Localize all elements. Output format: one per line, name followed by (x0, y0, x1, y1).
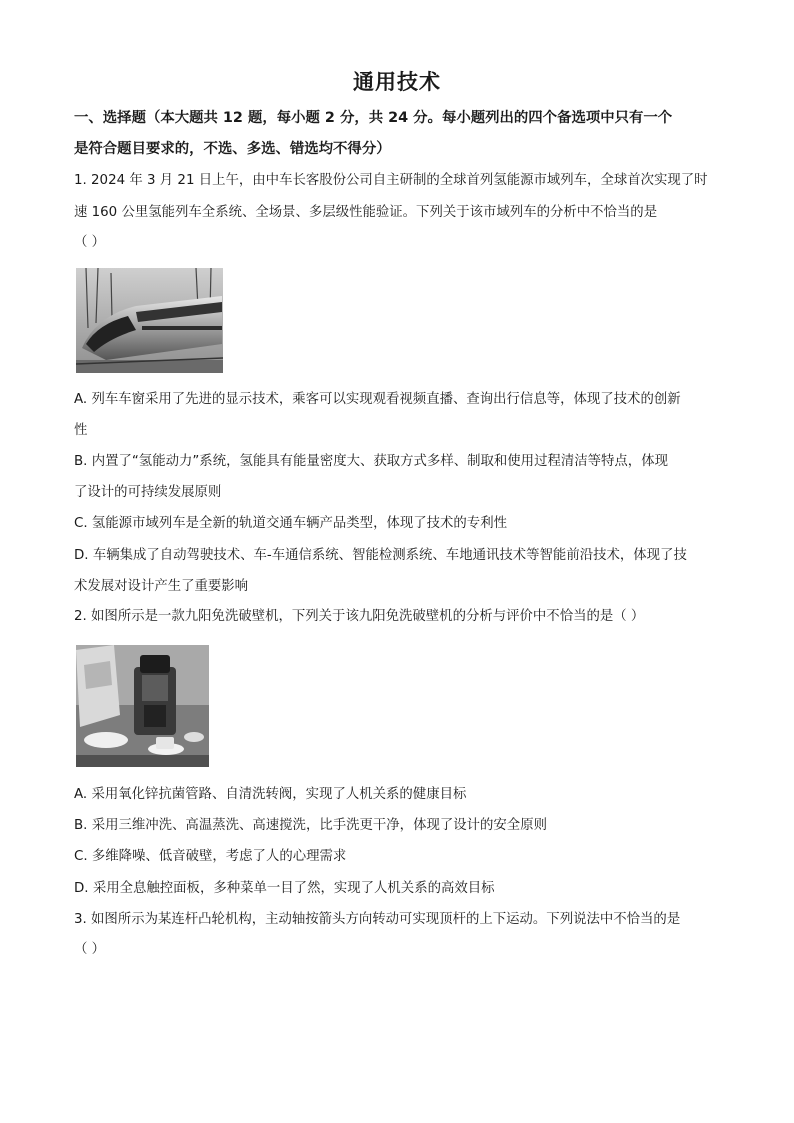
q2-option-d: D. 采用全息触控面板，多种菜单一目了然，实现了人机关系的高效目标 (74, 881, 495, 896)
q1-option-a-line1: A. 列车车窗采用了先进的显示技术，乘客可以实现观看视频直播、查询出行信息等，体现了技术的创新 (74, 392, 681, 407)
blender-photo (76, 645, 209, 767)
q1-option-d-line1: D. 车辆集成了自动驾驶技术、车-车通信系统、智能检测系统、车地通讯技术等智能前沿技术，体现了技 (74, 548, 687, 563)
page-title: 通用技术 (353, 70, 441, 94)
q1-option-a-line2: 性 (74, 423, 88, 438)
q3-stem-line1: 3. 如图所示为某连杆凸轮机构，主动轴按箭头方向转动可实现顶杆的上下运动。下列说法中不恰当的是 (74, 912, 681, 927)
q2-stem: 2. 如图所示是一款九阳免洗破壁机，下列关于该九阳免洗破壁机的分析与评价中不恰当的是（ ） (74, 609, 645, 624)
q1-stem-line1: 1. 2024 年 3 月 21 日上午，由中车长客股份公司自主研制的全球首列氢能源市域列车，全球首次实现了时 (74, 173, 708, 188)
section-heading-line1: 一、选择题（本大题共 12 题，每小题 2 分，共 24 分。每小题列出的四个备选项中只有一个 (74, 110, 673, 126)
q1-option-c: C. 氢能源市域列车是全新的轨道交通车辆产品类型，体现了技术的专利性 (74, 516, 507, 531)
q1-option-d-line2: 术发展对设计产生了重要影响 (74, 579, 249, 594)
q2-option-b: B. 采用三维冲洗、高温蒸洗、高速搅洗，比手洗更干净，体现了设计的安全原则 (74, 818, 547, 833)
hydrogen-train-photo (76, 268, 223, 373)
q3-answer-blank: （ ） (74, 942, 106, 957)
q1-answer-blank: （ ） (74, 235, 106, 250)
q1-stem-line2: 速 160 公里氢能列车全系统、全场景、多层级性能验证。下列关于该市域列车的分析中不恰当的是 (74, 205, 658, 220)
q1-option-b-line1: B. 内置了“氢能动力”系统，氢能具有能量密度大、获取方式多样、制取和使用过程清洁等特点，体现 (74, 454, 668, 469)
q2-option-a: A. 采用氧化锌抗菌管路、自清洗转阀，实现了人机关系的健康目标 (74, 787, 467, 802)
q1-option-b-line2: 了设计的可持续发展原则 (74, 485, 222, 500)
q2-option-c: C. 多维降噪、低音破壁，考虑了人的心理需求 (74, 849, 347, 864)
section-heading-line2: 是符合题目要求的，不选、多选、错选均不得分） (74, 141, 391, 157)
